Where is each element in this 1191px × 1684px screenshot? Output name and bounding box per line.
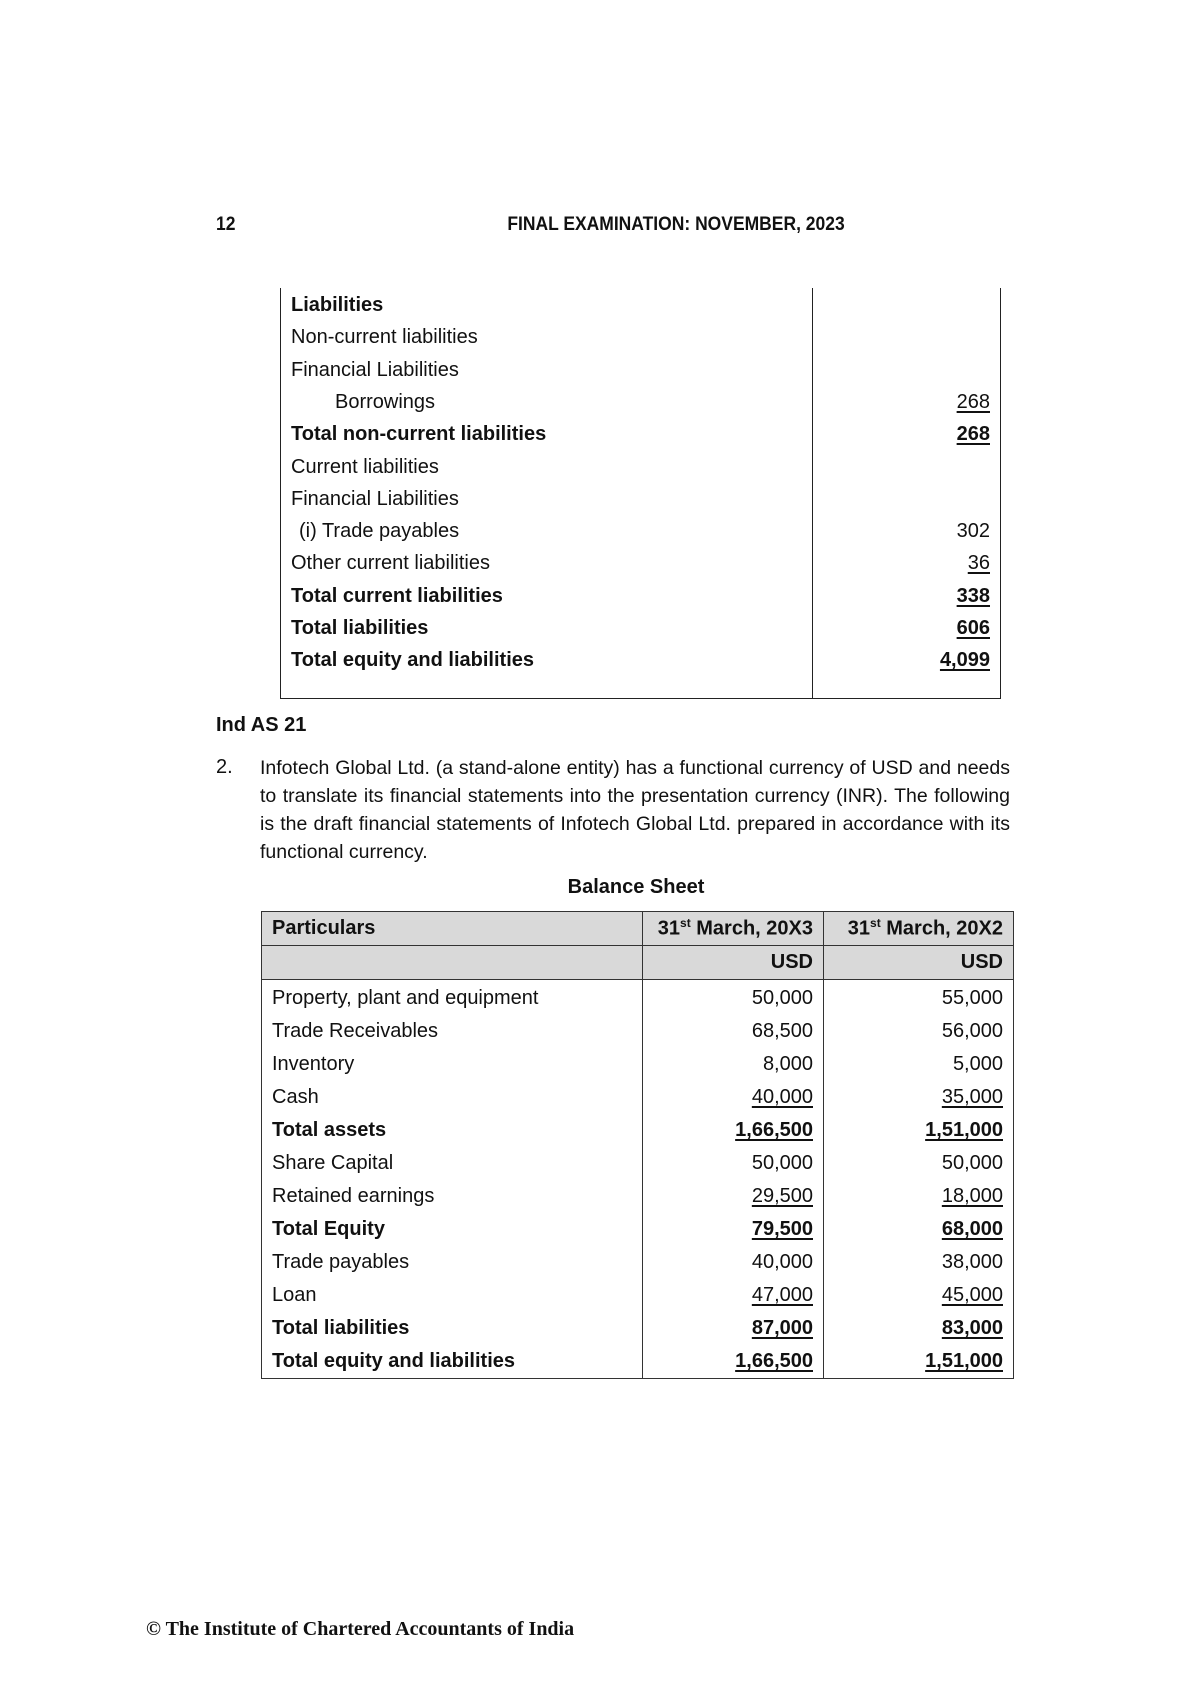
row-value-20x3: 87,000	[643, 1312, 824, 1345]
row-particular: Share Capital	[262, 1147, 643, 1180]
row-value: 268	[956, 390, 990, 413]
row-particular: Loan	[262, 1279, 643, 1312]
row-particular: Property, plant and equipment	[262, 980, 643, 1016]
row-value-20x3: 40,000	[643, 1246, 824, 1279]
row-value-20x2: 45,000	[824, 1279, 1014, 1312]
balance-sheet-table	[261, 911, 1014, 1379]
row-value-20x2: 68,000	[824, 1213, 1014, 1246]
table-row	[262, 1213, 1014, 1246]
liabilities-table	[280, 288, 1001, 699]
row-value-20x3: 1,66,500	[643, 1345, 824, 1379]
liabilities-row	[281, 353, 1000, 387]
row-label: Total non-current liabilities	[291, 423, 547, 446]
row-value-20x3: 68,500	[643, 1015, 824, 1048]
row-value: 4,099	[939, 649, 990, 672]
row-particular: Trade payables	[262, 1246, 643, 1279]
question-text: Infotech Global Ltd. (a stand-alone entity) has a functional currency of USD and needs to translate its financial statements into the presentation currency (INR). The following is the draft financial statements of Infotech Global Ltd. prepared in accordance with its functional currency.	[260, 757, 1010, 863]
liabilities-row	[281, 546, 1000, 580]
liabilities-row	[281, 320, 1000, 354]
liabilities-row	[281, 514, 1000, 548]
table-row	[262, 980, 1014, 1016]
table-row	[262, 1081, 1014, 1114]
liabilities-row	[281, 643, 1000, 677]
row-value-20x2: 18,000	[824, 1180, 1014, 1213]
row-value-20x3: 1,66,500	[643, 1114, 824, 1147]
table-row	[262, 1180, 1014, 1213]
row-value-20x2: 38,000	[824, 1246, 1014, 1279]
table-row	[262, 1015, 1014, 1048]
row-value-20x3: 29,500	[643, 1180, 824, 1213]
row-particular: Trade Receivables	[262, 1015, 643, 1048]
row-particular: Total equity and liabilities	[262, 1345, 643, 1379]
row-value: 338	[956, 584, 990, 607]
header-particulars: Particulars	[262, 912, 643, 946]
section-heading: Ind AS 21	[216, 714, 307, 736]
row-label: Other current liabilities	[291, 552, 490, 575]
row-value-20x2: 83,000	[824, 1312, 1014, 1345]
row-value-20x2: 1,51,000	[824, 1345, 1014, 1379]
page-title: FINAL EXAMINATION: NOVEMBER, 2023	[507, 214, 845, 235]
row-value-20x2: 35,000	[824, 1081, 1014, 1114]
row-value: 36	[967, 552, 990, 575]
row-label: Total liabilities	[291, 617, 429, 639]
row-value-20x3: 50,000	[643, 980, 824, 1016]
row-value-20x3: 47,000	[643, 1279, 824, 1312]
row-label: Financial Liabilities	[291, 487, 459, 510]
row-value: 606	[956, 617, 990, 639]
table-currency-row	[262, 946, 1014, 980]
row-value: 268	[956, 423, 990, 446]
question-number: 2.	[216, 756, 233, 778]
table-header-row	[262, 912, 1014, 946]
header-blank	[262, 946, 643, 980]
table-row	[262, 1147, 1014, 1180]
row-label: Non-current liabilities	[291, 326, 478, 349]
row-value-20x3: 40,000	[643, 1081, 824, 1114]
row-label: Financial Liabilities	[291, 358, 459, 381]
row-particular: Retained earnings	[262, 1180, 643, 1213]
liabilities-row	[281, 579, 1000, 613]
row-value-20x2: 1,51,000	[824, 1114, 1014, 1147]
row-particular: Inventory	[262, 1048, 643, 1081]
row-label: Liabilities	[291, 294, 384, 316]
row-label: Total current liabilities	[291, 584, 503, 607]
header-col-20x3: 31st March, 20X3	[643, 912, 824, 946]
table-row	[262, 1345, 1014, 1379]
row-label: Current liabilities	[291, 455, 439, 478]
balance-sheet-title: Balance Sheet	[567, 876, 705, 898]
liabilities-row	[281, 288, 1000, 322]
row-value-20x3: 50,000	[643, 1147, 824, 1180]
liabilities-row	[281, 482, 1000, 516]
table-row	[262, 1114, 1014, 1147]
table-row	[262, 1279, 1014, 1312]
row-label: (i) Trade payables	[299, 520, 460, 543]
row-value: 302	[956, 520, 990, 543]
row-value-20x2: 50,000	[824, 1147, 1014, 1180]
table-row	[262, 1312, 1014, 1345]
liabilities-row	[281, 417, 1000, 451]
row-label: Total equity and liabilities	[291, 649, 534, 672]
table-row	[262, 1246, 1014, 1279]
table-row	[262, 1048, 1014, 1081]
currency-20x3: USD	[643, 946, 824, 980]
row-particular: Cash	[262, 1081, 643, 1114]
row-value-20x2: 5,000	[824, 1048, 1014, 1081]
row-particular: Total assets	[262, 1114, 643, 1147]
row-value-20x2: 55,000	[824, 980, 1014, 1016]
row-particular: Total Equity	[262, 1213, 643, 1246]
liabilities-row	[281, 385, 1000, 419]
liabilities-row	[281, 611, 1000, 645]
header-col-20x2: 31st March, 20X2	[824, 912, 1014, 946]
row-particular: Total liabilities	[262, 1312, 643, 1345]
liabilities-row	[281, 450, 1000, 484]
page-number: 12	[216, 214, 236, 235]
row-label: Borrowings	[335, 390, 436, 413]
copyright-footer: © The Institute of Chartered Accountants of India	[146, 1618, 575, 1640]
currency-20x2: USD	[824, 946, 1014, 980]
row-value-20x3: 79,500	[643, 1213, 824, 1246]
row-value-20x3: 8,000	[643, 1048, 824, 1081]
row-value-20x2: 56,000	[824, 1015, 1014, 1048]
